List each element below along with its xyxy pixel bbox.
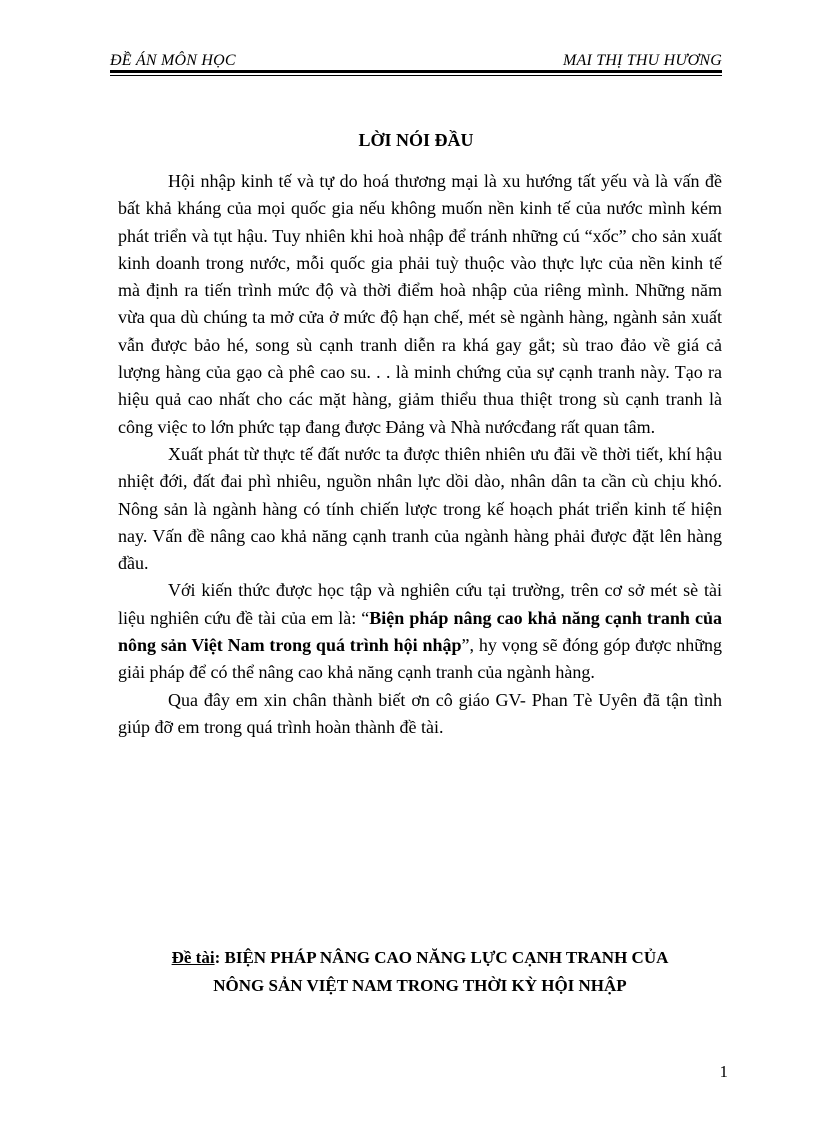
body-text	[118, 168, 722, 741]
topic-title-line-1: BIỆN PHÁP NÂNG CAO NĂNG LỰC CẠNH TRANH CỦA	[224, 948, 669, 967]
paragraph-3-intro: Với kiến thức được học tập và nghiên cứu tại trường, trên cơ sở mét sè tài liệu nghiên cứu đề tài của em là: “	[118, 580, 722, 628]
topic-label: Đề tài	[171, 948, 215, 967]
paragraph-4: Qua đây em xin chân thành biết ơn cô giáo GV- Phan Tè Uyên đã tận tình giúp đỡ em trong quá trình hoàn thành đề tài.	[118, 689, 722, 737]
topic-block	[110, 944, 730, 1000]
paragraph-1: Hội nhập kinh tế và tự do hoá thương mại là xu hướng tất yếu và là vấn đề bất khả kháng của mọi quốc gia nếu không muốn nền kinh tế của nước mình kém phát triển và tụt hậu. Tuy nhiên khi hoà nhập để tránh những cú “xốc” cho sản xuất kinh doanh trong nước, mỗi quốc gia phải tuỳ thuộc vào thực lực của nền kinh tế mà định ra tiến trình mức độ và thời điểm hoà nhập của riêng mình. Những năm vừa qua dù chúng ta mở cửa ở mức độ hạn chế, mét sè ngành hàng, ngành sản xuất vẫn được bảo hé, song sù cạnh tranh diễn ra khá gay gắt; sù trao đảo về giá cả lượng hàng của gạo cà phê cao su. . . là minh chứng của sự cạnh tranh này. Tạo ra hiệu quả cao nhất cho các mặt hàng, giảm thiểu thua thiệt trong sù cạnh tranh là công việc to lớn phức tạp đang được Đảng và Nhà nướcđang rất quan tâm.	[118, 171, 722, 437]
paragraph-3-outro: ”, hy vọng sẽ đóng góp được những giải pháp để có thể nâng cao khả năng cạnh tranh của ngành hàng.	[118, 635, 722, 683]
paragraph-2: Xuất phát từ thực tế đất nước ta được thiên nhiên ưu đãi về thời tiết, khí hậu nhiệt đới, đất đai phì nhiêu, nguồn nhân lực dồi dào, nhân dân ta cần cù chịu khó. Nông sản là ngành hàng có tính chiến lược trong kế hoạch phát triển kinh tế hiện nay. Vấn đề nâng cao khả năng cạnh tranh của ngành hàng phải được đặt lên hàng đầu.	[118, 443, 722, 574]
page-title: LỜI NÓI ĐẦU	[358, 130, 474, 150]
header-author-name: MAI THỊ THU HƯƠNG	[562, 52, 722, 69]
header-course-title: ĐỀ ÁN MÔN HỌC	[110, 52, 236, 69]
header-rule	[110, 70, 722, 76]
thesis-title-bold: Biện pháp nâng cao khả năng cạnh tranh của nông sản Việt Nam trong quá trình hội nhập	[118, 607, 723, 656]
paragraph-3	[118, 577, 722, 686]
topic-separator: :	[214, 948, 225, 967]
page-number: 1	[719, 1062, 728, 1081]
topic-line-1	[110, 944, 730, 972]
page-header	[110, 44, 722, 70]
topic-title-line-2: NÔNG SẢN VIỆT NAM TRONG THỜI KỲ HỘI NHẬP	[213, 976, 627, 995]
